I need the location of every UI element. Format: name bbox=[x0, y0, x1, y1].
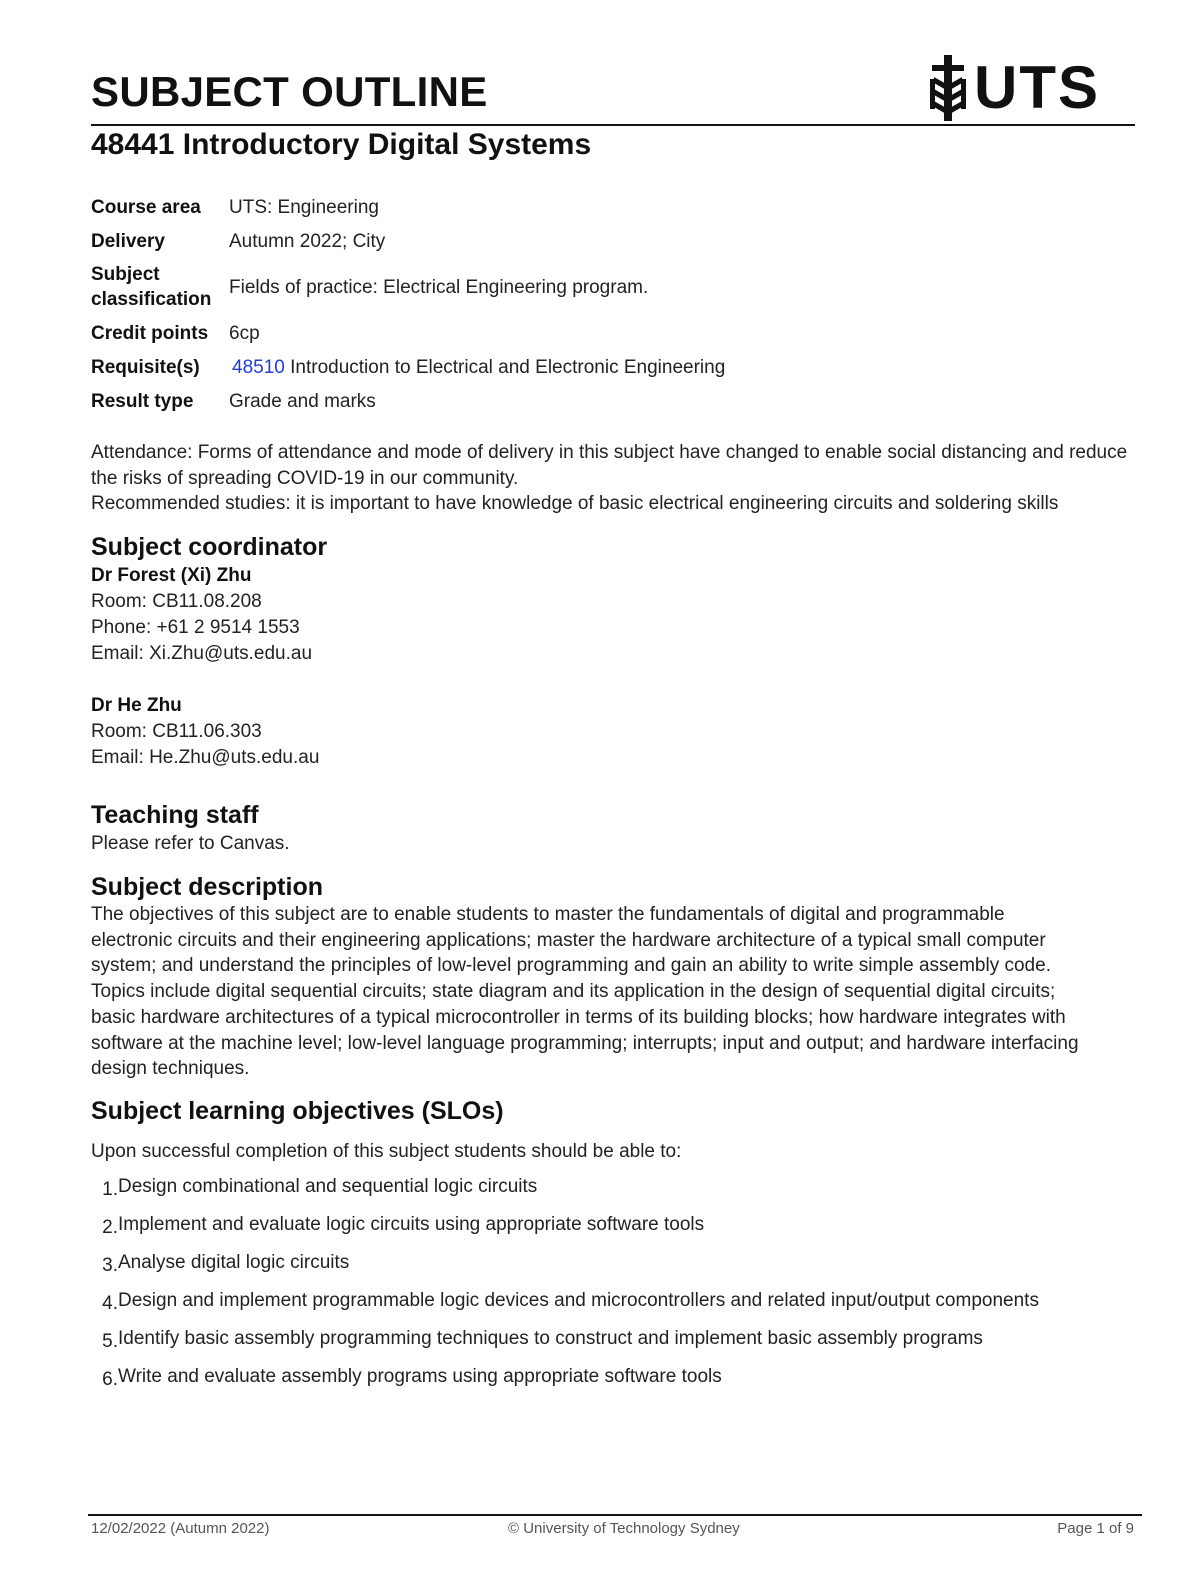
slo-item bbox=[91, 1214, 1131, 1252]
slo-number: 6. bbox=[102, 1369, 118, 1390]
attendance-note bbox=[91, 440, 1131, 517]
slo-number: 2. bbox=[102, 1217, 118, 1238]
classification-label-line2: classification bbox=[91, 289, 212, 310]
coordinator-contact-1 bbox=[91, 563, 312, 667]
attendance-text: Attendance: Forms of attendance and mode of delivery in this subject have changed to enable social distancing and reduce the risks of spreading COVID-19 in our community. bbox=[91, 442, 1128, 489]
slo-number: 5. bbox=[102, 1331, 118, 1352]
uts-logo-text: UTS bbox=[974, 54, 1100, 121]
result-type-value: Grade and marks bbox=[229, 390, 376, 412]
course-area-label: Course area bbox=[91, 196, 201, 218]
slo-number: 1. bbox=[102, 1179, 118, 1200]
contact-room: Room: CB11.08.208 bbox=[91, 591, 262, 612]
contact-room: Room: CB11.06.303 bbox=[91, 721, 262, 742]
subject-title: 48441 Introductory Digital Systems bbox=[91, 128, 592, 161]
contact-email[interactable]: Email: Xi.Zhu@uts.edu.au bbox=[91, 643, 313, 664]
contact-email[interactable]: Email: He.Zhu@uts.edu.au bbox=[91, 747, 320, 768]
description-line: system; and understand the principles of low-level programming and gain an ability to write simple assembly code. bbox=[91, 955, 1051, 977]
coordinator-heading: Subject coordinator bbox=[91, 533, 328, 561]
description-body bbox=[91, 902, 1131, 1082]
delivery-value: Autumn 2022; City bbox=[229, 230, 386, 252]
footer-page-number: Page 1 of 9 bbox=[1057, 1520, 1134, 1537]
slo-text: Write and evaluate assembly programs using appropriate software tools bbox=[118, 1366, 722, 1387]
description-line: software at the machine level; low-level language programming; interrupts; input and output; and hardware interfacing bbox=[91, 1032, 1079, 1054]
slo-item bbox=[91, 1252, 1131, 1290]
footer-date: 12/02/2022 (Autumn 2022) bbox=[91, 1520, 270, 1537]
footer-copyright: © University of Technology Sydney bbox=[508, 1520, 740, 1537]
info-row-classification bbox=[91, 258, 1131, 316]
requisites-label: Requisite(s) bbox=[91, 356, 200, 378]
credit-points-label: Credit points bbox=[91, 322, 209, 344]
description-line: basic hardware architectures of a typical microcontroller in terms of its building blocks; how hardware integrates with bbox=[91, 1006, 1066, 1028]
uts-crest-icon bbox=[928, 55, 968, 121]
header-divider bbox=[91, 124, 1135, 126]
delivery-label: Delivery bbox=[91, 230, 165, 252]
document-title: SUBJECT OUTLINE bbox=[91, 68, 488, 115]
requisite-name: Introduction to Electrical and Electronic Engineering bbox=[290, 356, 726, 378]
slos-intro: Upon successful completion of this subject students should be able to: bbox=[91, 1141, 682, 1162]
contact-name: Dr He Zhu bbox=[91, 695, 182, 716]
slo-text: Identify basic assembly programming techniques to construct and implement basic assembly programs bbox=[118, 1328, 983, 1349]
contact-phone: Phone: +61 2 9514 1553 bbox=[91, 617, 300, 638]
slo-text: Design and implement programmable logic devices and microcontrollers and related input/output components bbox=[118, 1290, 1039, 1311]
recommended-studies-text: Recommended studies: it is important to have knowledge of basic electrical engineering circuits and soldering skills bbox=[91, 493, 1059, 515]
info-row-course-area bbox=[91, 190, 1131, 224]
description-line: electronic circuits and their engineering applications; master the hardware architecture of a typical small computer bbox=[91, 929, 1046, 951]
description-heading: Subject description bbox=[91, 873, 323, 901]
slo-text: Analyse digital logic circuits bbox=[118, 1252, 350, 1273]
info-row-result-type bbox=[91, 384, 1131, 418]
teaching-staff-text: Please refer to Canvas. bbox=[91, 833, 290, 854]
description-line: The objectives of this subject are to enable students to master the fundamentals of digital and programmable bbox=[91, 904, 1005, 925]
requisites-value bbox=[229, 355, 725, 380]
requisite-link[interactable]: 48510 bbox=[232, 356, 285, 378]
slo-number: 3. bbox=[102, 1255, 118, 1276]
slos-list bbox=[91, 1176, 1131, 1404]
slos-heading: Subject learning objectives (SLOs) bbox=[91, 1097, 504, 1125]
classification-label-line1: Subject bbox=[91, 264, 160, 285]
course-area-value: UTS: Engineering bbox=[229, 196, 379, 218]
slo-item bbox=[91, 1328, 1131, 1366]
slo-item bbox=[91, 1290, 1131, 1328]
info-row-delivery bbox=[91, 224, 1131, 258]
credit-points-value: 6cp bbox=[229, 322, 260, 344]
description-line: Topics include digital sequential circuits; state diagram and its application in the design of sequential digital circuits; bbox=[91, 981, 1056, 1003]
classification-value: Fields of practice: Electrical Engineering program. bbox=[229, 276, 649, 298]
classification-label bbox=[91, 262, 229, 312]
subject-info-table bbox=[91, 190, 1131, 418]
contact-name: Dr Forest (Xi) Zhu bbox=[91, 565, 252, 586]
uts-logo bbox=[928, 55, 1100, 121]
teaching-staff-heading: Teaching staff bbox=[91, 801, 259, 829]
slo-text: Design combinational and sequential logic circuits bbox=[118, 1176, 538, 1197]
description-line: design techniques. bbox=[91, 1058, 250, 1080]
slo-item bbox=[91, 1366, 1131, 1404]
slo-number: 4. bbox=[102, 1293, 118, 1314]
result-type-label: Result type bbox=[91, 390, 194, 412]
info-row-credit-points bbox=[91, 316, 1131, 350]
slo-item bbox=[91, 1176, 1131, 1214]
slo-text: Implement and evaluate logic circuits using appropriate software tools bbox=[118, 1214, 705, 1235]
info-row-requisites bbox=[91, 350, 1131, 384]
footer-divider bbox=[88, 1514, 1142, 1516]
coordinator-contact-2 bbox=[91, 693, 319, 771]
